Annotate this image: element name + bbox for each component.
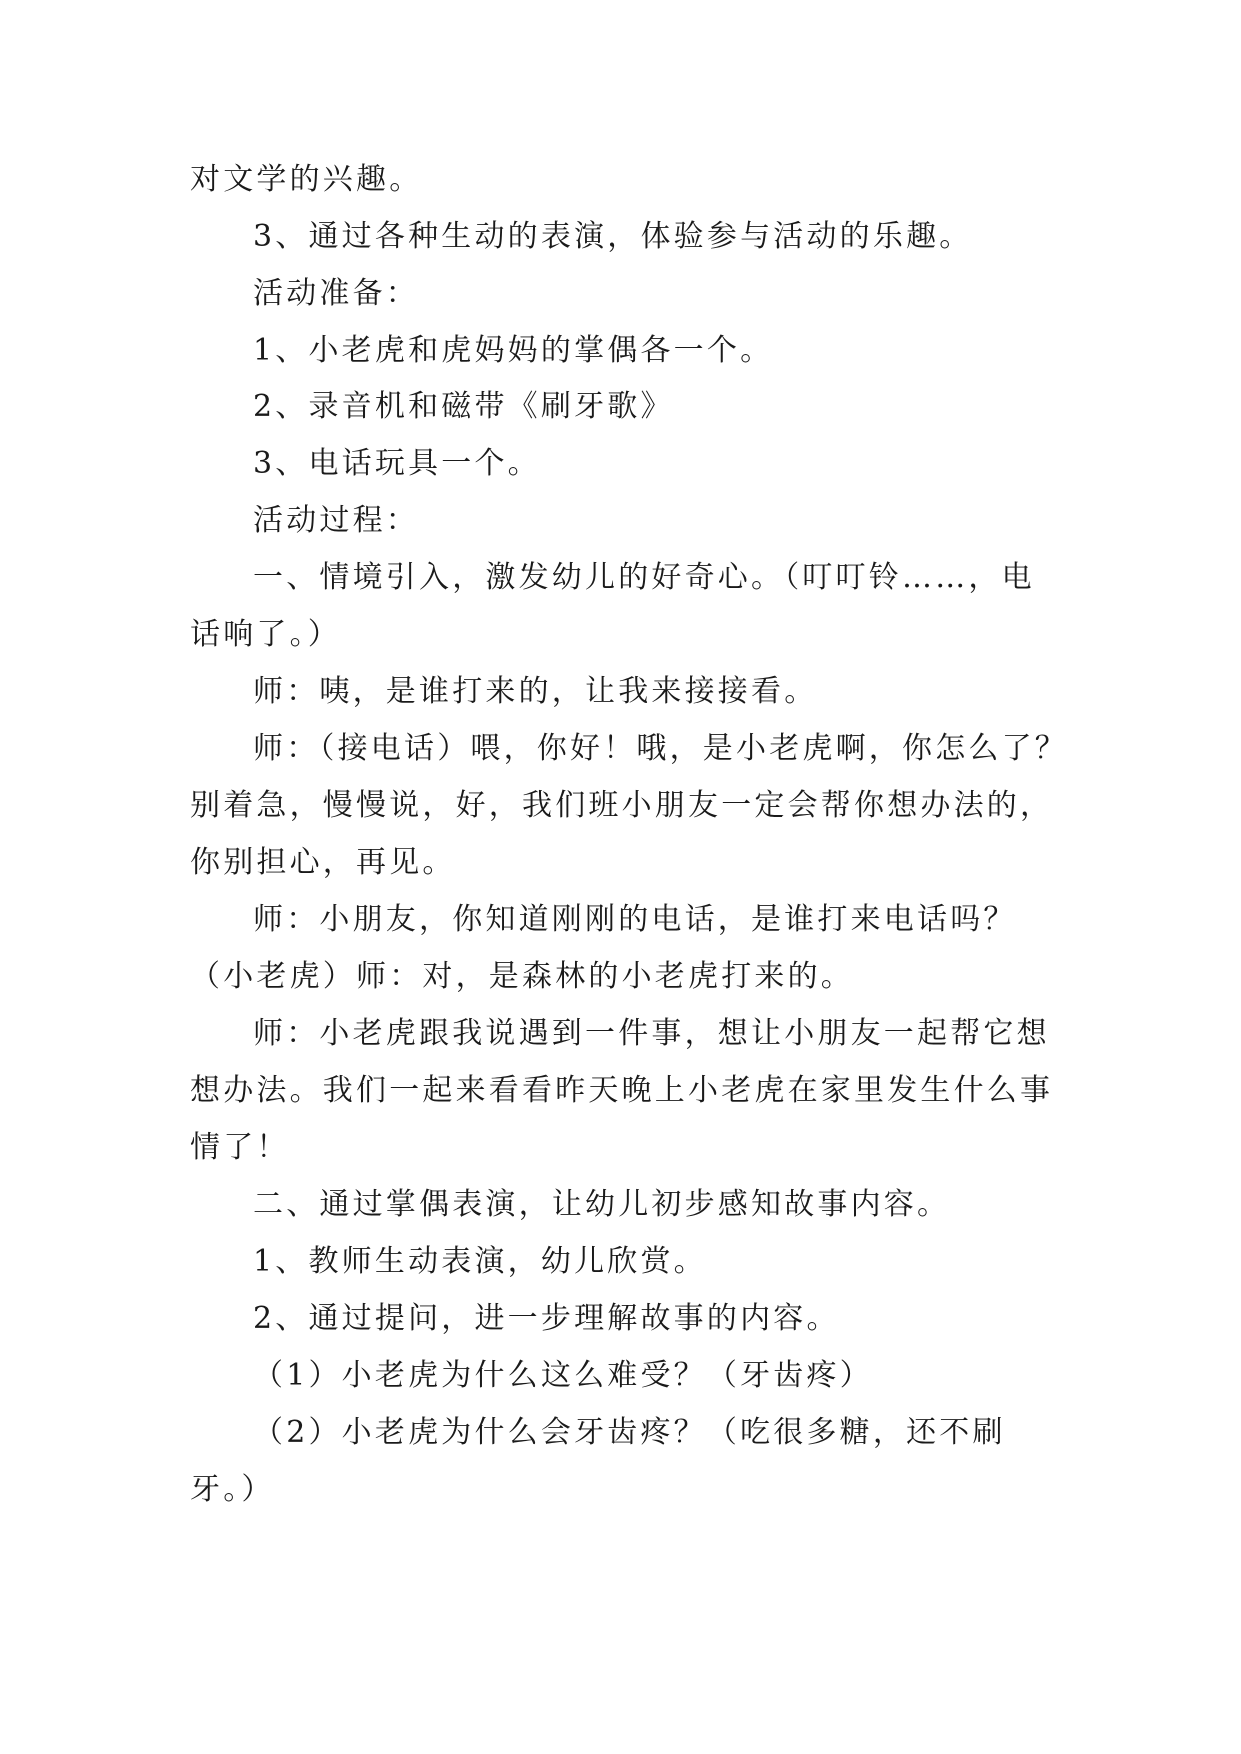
paragraph-line: 2、录音机和磁带《刷牙歌》 — [253, 389, 674, 424]
paragraph-line: 情了！ — [190, 1130, 290, 1165]
question-line: （1）小老虎为什么这么难受？（牙齿疼） — [253, 1358, 873, 1393]
paragraph-line: 对文学的兴趣。 — [190, 162, 423, 197]
paragraph-line: 你别担心，再见。 — [190, 845, 456, 880]
paragraph-line: 1、小老虎和虎妈妈的掌偶各一个。 — [253, 333, 774, 368]
paragraph-line: 3、电话玩具一个。 — [253, 446, 541, 481]
paragraph-line: 一、情境引入，激发幼儿的好奇心。（叮叮铃……，电 — [253, 560, 1035, 595]
paragraph-line: （小老虎）师：对，是森林的小老虎打来的。 — [190, 959, 854, 994]
question-line: （2）小老虎为什么会牙齿疼？（吃很多糖，还不刷 — [253, 1415, 1006, 1450]
section-heading: 活动准备： — [253, 276, 419, 311]
paragraph-line: 二、通过掌偶表演，让幼儿初步感知故事内容。 — [253, 1187, 951, 1222]
paragraph-line: 师：（接电话）喂，你好！哦，是小老虎啊，你怎么了？ — [253, 731, 1068, 766]
paragraph-line: 别着急，慢慢说，好，我们班小朋友一定会帮你想办法的， — [190, 788, 1054, 823]
paragraph-line: 1、教师生动表演，幼儿欣赏。 — [253, 1244, 707, 1279]
paragraph-line: 想办法。我们一起来看看昨天晚上小老虎在家里发生什么事 — [190, 1073, 1054, 1108]
paragraph-line: 2、通过提问，进一步理解故事的内容。 — [253, 1301, 840, 1336]
paragraph-line: 3、通过各种生动的表演，体验参与活动的乐趣。 — [253, 219, 973, 254]
paragraph-line: 师：小老虎跟我说遇到一件事，想让小朋友一起帮它想 — [253, 1016, 1050, 1051]
paragraph-line: 师：小朋友，你知道刚刚的电话，是谁打来电话吗？ — [253, 902, 1017, 937]
paragraph-line: 牙。） — [190, 1472, 275, 1507]
paragraph-line: 话响了。） — [190, 617, 341, 652]
paragraph-line: 师：咦，是谁打来的，让我来接接看。 — [253, 674, 818, 709]
section-heading: 活动过程： — [253, 503, 419, 538]
